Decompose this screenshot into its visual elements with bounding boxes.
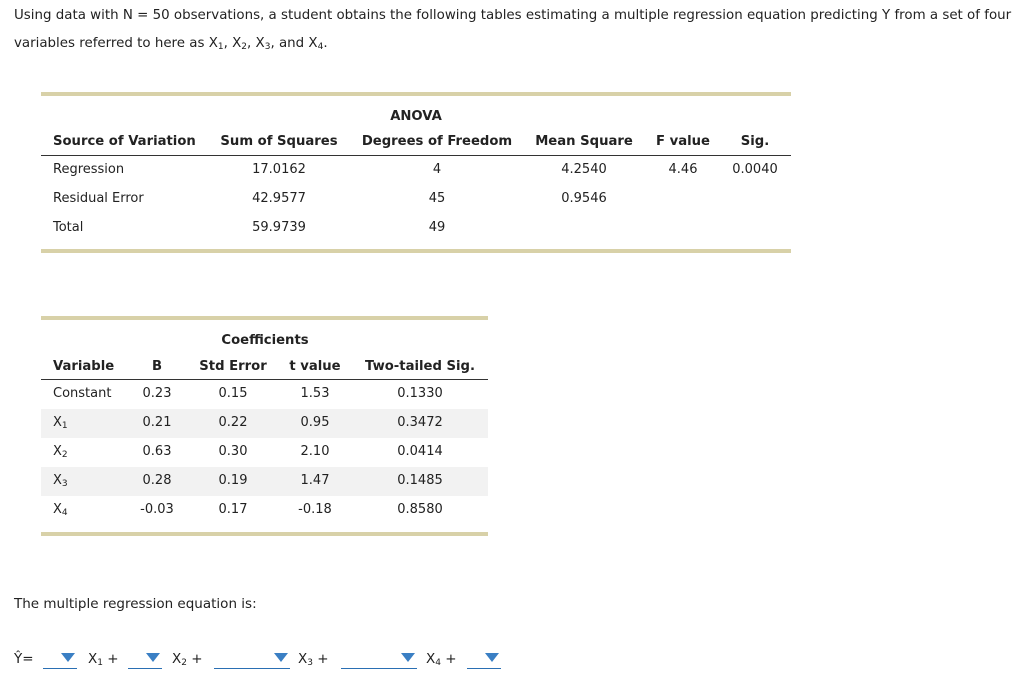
term-x2: $X_2$ + xyxy=(172,651,203,668)
coef-header-variable: Variable xyxy=(53,359,115,374)
coef-row-se: 0.30 xyxy=(218,444,248,459)
anova-header-ms: Mean Square xyxy=(535,134,633,149)
intro-line-2: variables referred to here as $X_1$, $X_2$, $X_3$, and $X_4$. xyxy=(14,36,328,52)
intercept-dropdown[interactable] xyxy=(43,648,77,669)
var-name: X xyxy=(53,444,62,459)
coef-row-t: -0.18 xyxy=(298,502,332,517)
coef-row-t: 1.47 xyxy=(300,473,330,488)
coef-row-b: -0.03 xyxy=(140,502,174,517)
anova-row-ms: 4.2540 xyxy=(561,162,607,177)
coef-row-variable xyxy=(53,502,68,518)
coef-header-rule xyxy=(41,379,488,380)
subscript: 3 xyxy=(264,42,271,52)
anova-header-df: Degrees of Freedom xyxy=(361,134,513,149)
coef-row-sig: 0.8580 xyxy=(397,502,443,517)
question-intro xyxy=(14,2,1022,61)
coef-top-border xyxy=(41,316,488,320)
anova-title: ANOVA xyxy=(390,109,442,124)
coef-row-b: 0.21 xyxy=(142,415,172,430)
anova-row-source: Regression xyxy=(53,162,125,177)
anova-row-sig: 0.0040 xyxy=(732,162,778,177)
term-x1: $X_1$ + xyxy=(88,651,119,668)
anova-row-ss: 59.9739 xyxy=(252,220,306,235)
anova-bottom-border xyxy=(41,249,791,253)
anova-row-ss: 17.0162 xyxy=(252,162,306,177)
coef-row-sig: 0.3472 xyxy=(397,415,443,430)
coef-header-sig: Two-tailed Sig. xyxy=(365,359,475,374)
coef-header-b: B xyxy=(151,359,163,374)
b4-dropdown[interactable] xyxy=(467,648,501,669)
b3-dropdown[interactable] xyxy=(341,648,417,669)
coef-row-se: 0.19 xyxy=(218,473,248,488)
y-hat-label: Ŷ= xyxy=(14,651,34,667)
coef-title: Coefficients xyxy=(221,333,309,348)
anova-row-f: 4.46 xyxy=(668,162,698,177)
var-name: Constant xyxy=(53,386,112,401)
anova-header-source: Source of Variation xyxy=(53,134,196,149)
anova-row-df: 4 xyxy=(432,162,442,177)
coef-row-t: 1.53 xyxy=(300,386,330,401)
anova-top-border xyxy=(41,92,791,96)
coef-row-se: 0.22 xyxy=(218,415,248,430)
subscript: 3 xyxy=(61,479,68,489)
coef-row-t: 0.95 xyxy=(300,415,330,430)
anova-row-df: 45 xyxy=(428,191,446,206)
subscript: 2 xyxy=(61,450,68,460)
var-name: X xyxy=(53,415,62,430)
anova-row-ss: 42.9577 xyxy=(252,191,306,206)
coef-row-sig: 0.1330 xyxy=(397,386,443,401)
coef-row-variable xyxy=(53,415,68,431)
anova-header-rule xyxy=(41,155,791,156)
coef-row-b: 0.63 xyxy=(142,444,172,459)
anova-header-sig: Sig. xyxy=(740,134,770,149)
subscript: 1 xyxy=(61,421,68,431)
subscript: 2 xyxy=(241,42,248,52)
anova-row-source: Total xyxy=(53,220,84,235)
chevron-down-icon xyxy=(401,653,415,662)
coef-bottom-border xyxy=(41,532,488,536)
intro-line-2-text: variables referred to here as X xyxy=(14,36,218,51)
anova-header-ss: Sum of Squares xyxy=(220,134,338,149)
subscript: 1 xyxy=(217,42,224,52)
anova-row-ms: 0.9546 xyxy=(561,191,607,206)
subscript: 4 xyxy=(317,42,324,52)
coef-row-b: 0.23 xyxy=(142,386,172,401)
chevron-down-icon xyxy=(274,653,288,662)
anova-row-source: Residual Error xyxy=(53,191,144,206)
coef-row-variable xyxy=(53,444,68,460)
var-name: X xyxy=(53,473,62,488)
term-x4: $X_4$ + xyxy=(426,651,457,668)
b1-dropdown[interactable] xyxy=(128,648,162,669)
chevron-down-icon xyxy=(61,653,75,662)
term-x3: $X_3$ + xyxy=(298,651,329,668)
subscript: 4 xyxy=(61,508,68,518)
chevron-down-icon xyxy=(146,653,160,662)
coef-row-se: 0.17 xyxy=(218,502,248,517)
anova-header-f: F value xyxy=(656,134,710,149)
b2-dropdown[interactable] xyxy=(214,648,290,669)
chevron-down-icon xyxy=(485,653,499,662)
coef-header-se: Std Error xyxy=(199,359,267,374)
coef-row-sig: 0.0414 xyxy=(397,444,443,459)
coef-row-se: 0.15 xyxy=(218,386,248,401)
coef-row-variable xyxy=(53,386,111,401)
coef-row-b: 0.28 xyxy=(142,473,172,488)
var-name: X xyxy=(53,502,62,517)
anova-row-df: 49 xyxy=(428,220,446,235)
intro-line-1: Using data with N = 50 observations, a student obtains the following tables estimating a multiple regression equation predicting Y from a set of four xyxy=(14,8,1012,23)
coef-row-t: 2.10 xyxy=(300,444,330,459)
equation-label: The multiple regression equation is: xyxy=(14,596,257,612)
coef-row-variable xyxy=(53,473,68,489)
coef-row-sig: 0.1485 xyxy=(397,473,443,488)
coef-header-t: t value xyxy=(289,359,341,374)
